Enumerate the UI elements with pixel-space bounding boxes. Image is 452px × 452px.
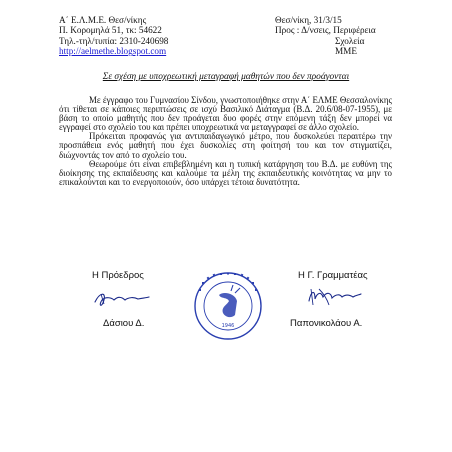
stamp-year: 1946	[221, 323, 235, 329]
union-stamp	[193, 271, 263, 341]
president-title: Η Πρόεδρος	[92, 270, 144, 281]
paragraph-2: Πρόκειται προφανώς για αντιπαιδαγωγικό μέτρο, που δυσκολεύει περαιτέρω την προσπάθεια ενός μαθητή που έχει δυσκολίες στη φοίτησή του και τον στιγματίζει, διώχνοντάς τον από το σχολείο του.	[59, 131, 392, 160]
sender-address: Π. Κορομηλά 51, τκ: 54622	[59, 25, 162, 36]
recipient-2: Σχολεία	[335, 35, 365, 46]
recipient-3: ΜΜΕ	[335, 46, 357, 57]
president-signature	[92, 288, 152, 310]
paragraph-1: Με έγγραφο του Γυμνασίου Σίνδου, γνωστοποιήθηκε στην Α΄ ΕΛΜΕ Θεσσαλονίκης ότι τίθεται σε κάποιες περιπτώσεις σε ισχύ Βασιλικό Διάταγμα (Β.Δ. 20.6/08-07-1955), με βάση το οποίο μαθητής που δεν προάγεται δυο φορές στην επόμενη τάξη δεν μπορεί να εγγραφεί στο σχολείο του και πρέπει υποχρεωτικά να μεταγγραφεί σε άλλο σχολείο.	[59, 95, 392, 133]
sender-phone: Τηλ.-τηλ/τυπία: 2310-240698	[59, 35, 169, 46]
to-label: Προς :	[275, 25, 300, 36]
website-link[interactable]: http://aelmethe.blogspot.com	[59, 46, 167, 57]
recipient-1: Δ/νσεις, Περιφέρεια	[301, 25, 376, 36]
secretary-name: Παπονικολάου Α.	[290, 318, 363, 329]
paragraph-3: Θεωρούμε ότι είναι επιβεβλημένη και η τυπική κατάργηση του Β.Δ. με ευθύνη της διοίκησης της εκπαίδευσης και καλούμε τα μέλη της εκπαιδευτικής κοινότητας να μην το επικαλούνται και το ενεργοποιούν, όσο υπάρχει τέτοια δυνατότητα.	[59, 158, 392, 187]
letter-body	[59, 96, 392, 187]
sender-name: Α΄ Ε.Λ.Μ.Ε. Θεσ/νίκης	[59, 15, 147, 25]
secretary-title: Η Γ. Γραμματέας	[298, 270, 368, 281]
secretary-signature	[305, 285, 363, 309]
recipient-block	[275, 15, 376, 57]
sender-block	[59, 15, 168, 57]
subject-line: Σε σχέση με υποχρεωτική μεταγραφή μαθητών που δεν προάγονται	[102, 72, 350, 82]
president-name: Δάσιου Δ.	[103, 318, 145, 329]
place-date: Θεσ/νίκη, 31/3/15	[275, 15, 342, 25]
